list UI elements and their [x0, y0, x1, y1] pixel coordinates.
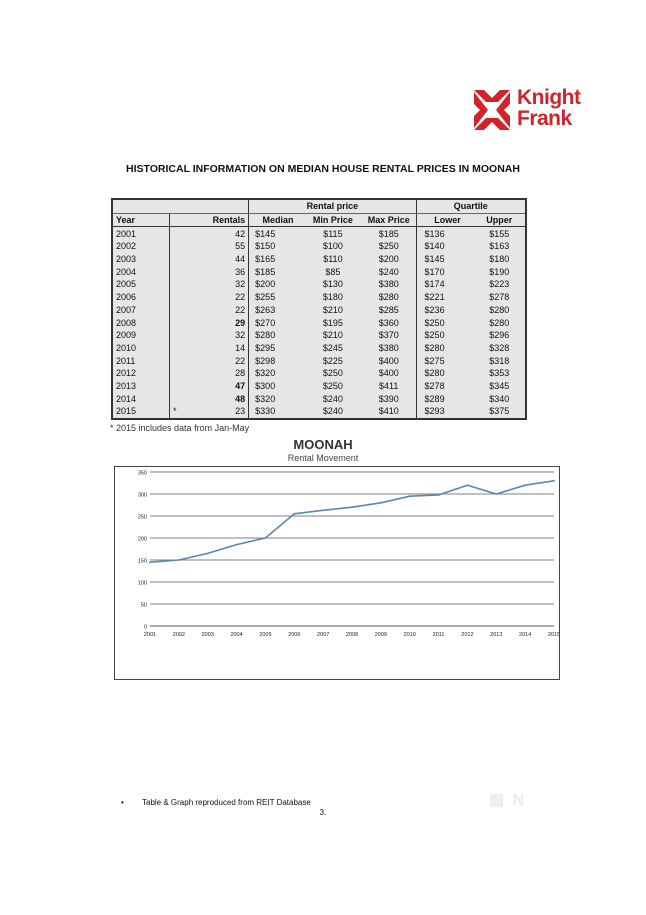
cell-max: $370	[362, 329, 416, 342]
cell-max: $285	[362, 304, 416, 317]
data-point	[322, 509, 324, 511]
cell-median: $165	[255, 254, 276, 265]
chart-subtitle: Rental Movement	[287, 453, 359, 463]
cell-min: $240	[322, 393, 343, 404]
y-tick-label: 50	[140, 602, 147, 609]
cell-rentals: 28	[201, 367, 248, 380]
cell-median: $320	[255, 368, 276, 379]
x-tick-label: 2002	[172, 632, 185, 638]
data-point	[265, 537, 267, 539]
group-header-row	[112, 199, 526, 213]
cell-max: $390	[362, 392, 416, 405]
data-point	[236, 544, 238, 546]
cell-median: $330	[255, 406, 276, 417]
page-title: HISTORICAL INFORMATION ON MEDIAN HOUSE RENTAL PRICES IN MOONAH	[126, 163, 520, 175]
data-point	[207, 553, 209, 555]
cell-mark	[169, 240, 201, 253]
faded-watermark-icon: ▦ N	[489, 792, 527, 809]
col-lower: Lower	[416, 213, 473, 227]
cell-max: $250	[362, 240, 416, 253]
x-tick-label: 2012	[461, 632, 474, 638]
cell-max: $200	[362, 253, 416, 266]
cell-median: $320	[255, 393, 276, 404]
cell-mark	[169, 392, 201, 405]
cell-year: 2001	[116, 228, 137, 239]
cell-year: 2006	[116, 292, 137, 303]
col-year: Year	[112, 213, 169, 227]
cell-mark: *	[169, 405, 201, 419]
table-row	[112, 354, 526, 367]
cell-upper: $155	[489, 228, 510, 239]
cell-mark	[169, 329, 201, 342]
cell-mark	[169, 253, 201, 266]
data-point	[178, 559, 180, 561]
cell-rentals: 47	[201, 380, 248, 393]
cell-upper: $223	[489, 279, 510, 290]
cell-year: 2011	[116, 355, 136, 366]
cell-mark	[169, 367, 201, 380]
cell-lower: $278	[424, 380, 445, 391]
cell-upper: $328	[489, 342, 510, 353]
cell-upper: $340	[489, 393, 510, 404]
cell-rentals: 55	[201, 240, 248, 253]
cell-upper: $296	[489, 330, 510, 341]
cell-min: $250	[322, 380, 343, 391]
cell-lower: $136	[424, 228, 445, 239]
cell-year: 2002	[116, 241, 137, 252]
column-header-row	[112, 213, 526, 227]
cell-rentals: 14	[201, 342, 248, 355]
cell-median: $150	[255, 241, 276, 252]
x-tick-label: 2014	[519, 632, 532, 638]
cell-lower: $293	[424, 406, 445, 417]
x-tick-label: 2010	[403, 632, 416, 638]
cell-median: $298	[255, 355, 276, 366]
cell-lower: $236	[424, 304, 445, 315]
table-row	[112, 278, 526, 291]
cell-max: $411	[362, 380, 416, 393]
data-point	[524, 484, 526, 486]
x-tick-label: 2004	[230, 632, 243, 638]
y-tick-label: 0	[143, 624, 147, 631]
cell-upper: $163	[489, 241, 510, 252]
cell-mark	[169, 316, 201, 329]
data-point	[409, 495, 411, 497]
cell-upper: $353	[489, 368, 510, 379]
col-upper: Upper	[474, 213, 527, 227]
cell-median: $263	[255, 304, 276, 315]
cell-year: 2008	[116, 317, 137, 328]
cell-median: $185	[255, 266, 276, 277]
y-tick-label: 100	[137, 580, 147, 587]
cell-median: $280	[255, 330, 276, 341]
cell-rentals: 23	[201, 405, 248, 419]
col-median: Median	[249, 213, 304, 227]
x-tick-label: 2013	[490, 632, 503, 638]
table-row	[112, 265, 526, 278]
cell-year: 2014	[116, 393, 137, 404]
cell-max: $280	[362, 291, 416, 304]
cell-min: $195	[322, 317, 343, 328]
cell-year: 2007	[116, 304, 137, 315]
data-point	[351, 506, 353, 508]
y-tick-label: 150	[137, 558, 147, 565]
chart-title: MOONAH	[293, 437, 353, 452]
cell-mark	[169, 291, 201, 304]
cell-max: $410	[362, 405, 416, 419]
cell-mark	[169, 265, 201, 278]
cell-rentals: 42	[201, 227, 248, 240]
cell-upper: $190	[489, 266, 510, 277]
cell-min: $250	[322, 368, 343, 379]
cell-lower: $289	[424, 393, 445, 404]
cell-upper: $375	[489, 406, 510, 417]
x-tick-label: 2007	[317, 632, 330, 638]
cell-year: 2004	[116, 266, 137, 277]
cell-rentals: 32	[201, 278, 248, 291]
bullet-icon: •	[121, 798, 124, 807]
source-note: Table & Graph reproduced from REIT Database	[142, 798, 311, 807]
cell-upper: $180	[489, 254, 510, 265]
brand-line-2: Frank	[517, 107, 572, 130]
cell-lower: $174	[424, 279, 445, 290]
cell-min: $180	[322, 292, 343, 303]
cell-mark	[169, 342, 201, 355]
table-body	[112, 227, 526, 419]
cell-max: $185	[362, 227, 416, 240]
cell-max: $240	[362, 265, 416, 278]
cell-mark	[169, 227, 201, 240]
cell-median: $200	[255, 279, 276, 290]
y-tick-label: 300	[137, 492, 147, 499]
cell-year: 2009	[116, 330, 137, 341]
col-max-price: Max Price	[362, 213, 416, 227]
cell-rentals: 44	[201, 253, 248, 266]
cell-upper: $280	[489, 304, 510, 315]
cell-upper: $345	[489, 380, 510, 391]
cell-min: $245	[322, 342, 343, 353]
y-tick-label: 200	[137, 536, 147, 543]
cell-lower: $145	[424, 254, 445, 265]
cell-min: $110	[323, 254, 343, 265]
cell-median: $145	[255, 228, 276, 239]
cell-mark	[169, 278, 201, 291]
data-point	[293, 513, 295, 515]
brand-wordmark	[517, 87, 580, 129]
page-number: 3.	[319, 808, 327, 817]
quartile-group-header: Quartile	[416, 199, 526, 213]
brand-line-1: Knight	[517, 86, 581, 109]
cell-min: $225	[322, 355, 343, 366]
rental-price-group-header: Rental price	[249, 199, 416, 213]
cell-year: 2010	[116, 342, 137, 353]
x-tick-label: 2015	[547, 632, 560, 638]
cell-lower: $140	[424, 241, 445, 252]
col-min-price: Min Price	[304, 213, 362, 227]
cell-max: $400	[362, 354, 416, 367]
cell-min: $240	[322, 406, 343, 417]
table-row	[112, 253, 526, 266]
cell-rentals: 22	[201, 304, 248, 317]
table-row	[112, 329, 526, 342]
cell-min: $130	[322, 279, 343, 290]
footnote: * 2015 includes data from Jan-May	[110, 423, 250, 433]
cell-min: $115	[323, 228, 343, 239]
x-tick-label: 2005	[259, 632, 272, 638]
cell-mark	[169, 354, 201, 367]
data-point	[467, 484, 469, 486]
cell-median: $300	[255, 380, 276, 391]
cell-rentals: 29	[201, 316, 248, 329]
cell-year: 2013	[116, 380, 137, 391]
data-point	[553, 480, 555, 482]
x-tick-label: 2009	[374, 632, 387, 638]
cell-rentals: 48	[201, 392, 248, 405]
rental-movement-chart	[114, 466, 560, 680]
cell-rentals: 22	[201, 291, 248, 304]
chart-frame	[115, 467, 560, 680]
data-point	[438, 494, 440, 496]
data-point	[380, 502, 382, 504]
cell-lower: $170	[424, 266, 445, 277]
cell-lower: $275	[424, 355, 445, 366]
table-row	[112, 342, 526, 355]
table-row	[112, 405, 526, 419]
cell-max: $360	[362, 316, 416, 329]
cell-rentals: 32	[201, 329, 248, 342]
cell-mark	[169, 304, 201, 317]
cell-lower: $280	[424, 368, 445, 379]
cell-year: 2015	[116, 406, 137, 417]
y-tick-label: 350	[137, 470, 147, 477]
table-row	[112, 316, 526, 329]
cell-max: $400	[362, 367, 416, 380]
cell-upper: $318	[489, 355, 510, 366]
data-point	[149, 561, 151, 563]
x-tick-label: 2003	[201, 632, 214, 638]
cell-median: $270	[255, 317, 276, 328]
cell-lower: $280	[424, 342, 445, 353]
x-tick-label: 2008	[345, 632, 359, 638]
cell-min: $210	[322, 304, 343, 315]
cell-min: $210	[322, 330, 343, 341]
cell-max: $380	[362, 342, 416, 355]
cell-upper: $278	[489, 292, 510, 303]
cell-rentals: 22	[201, 354, 248, 367]
cell-year: 2003	[116, 254, 137, 265]
cell-min: $85	[325, 266, 341, 277]
cell-mark	[169, 380, 201, 393]
cell-upper: $280	[489, 317, 510, 328]
table-row	[112, 367, 526, 380]
y-tick-label: 250	[137, 514, 147, 521]
col-rentals: Rentals	[201, 213, 248, 227]
table-row	[112, 392, 526, 405]
cell-min: $100	[322, 241, 343, 252]
rental-table	[111, 198, 527, 420]
cell-max: $380	[362, 278, 416, 291]
table-row	[112, 227, 526, 240]
x-tick-label: 2011	[432, 632, 445, 638]
table-row	[112, 380, 526, 393]
x-tick-label: 2006	[288, 632, 301, 638]
table-row	[112, 291, 526, 304]
cell-lower: $250	[424, 317, 445, 328]
cell-rentals: 36	[201, 265, 248, 278]
cell-year: 2012	[116, 368, 137, 379]
cell-lower: $250	[424, 330, 445, 341]
data-point	[495, 493, 497, 495]
table-row	[112, 240, 526, 253]
cell-median: $295	[255, 342, 276, 353]
table-row	[112, 304, 526, 317]
cell-median: $255	[255, 292, 276, 303]
cell-lower: $221	[424, 292, 445, 303]
cell-year: 2005	[116, 279, 137, 290]
x-tick-label: 2001	[143, 632, 157, 638]
